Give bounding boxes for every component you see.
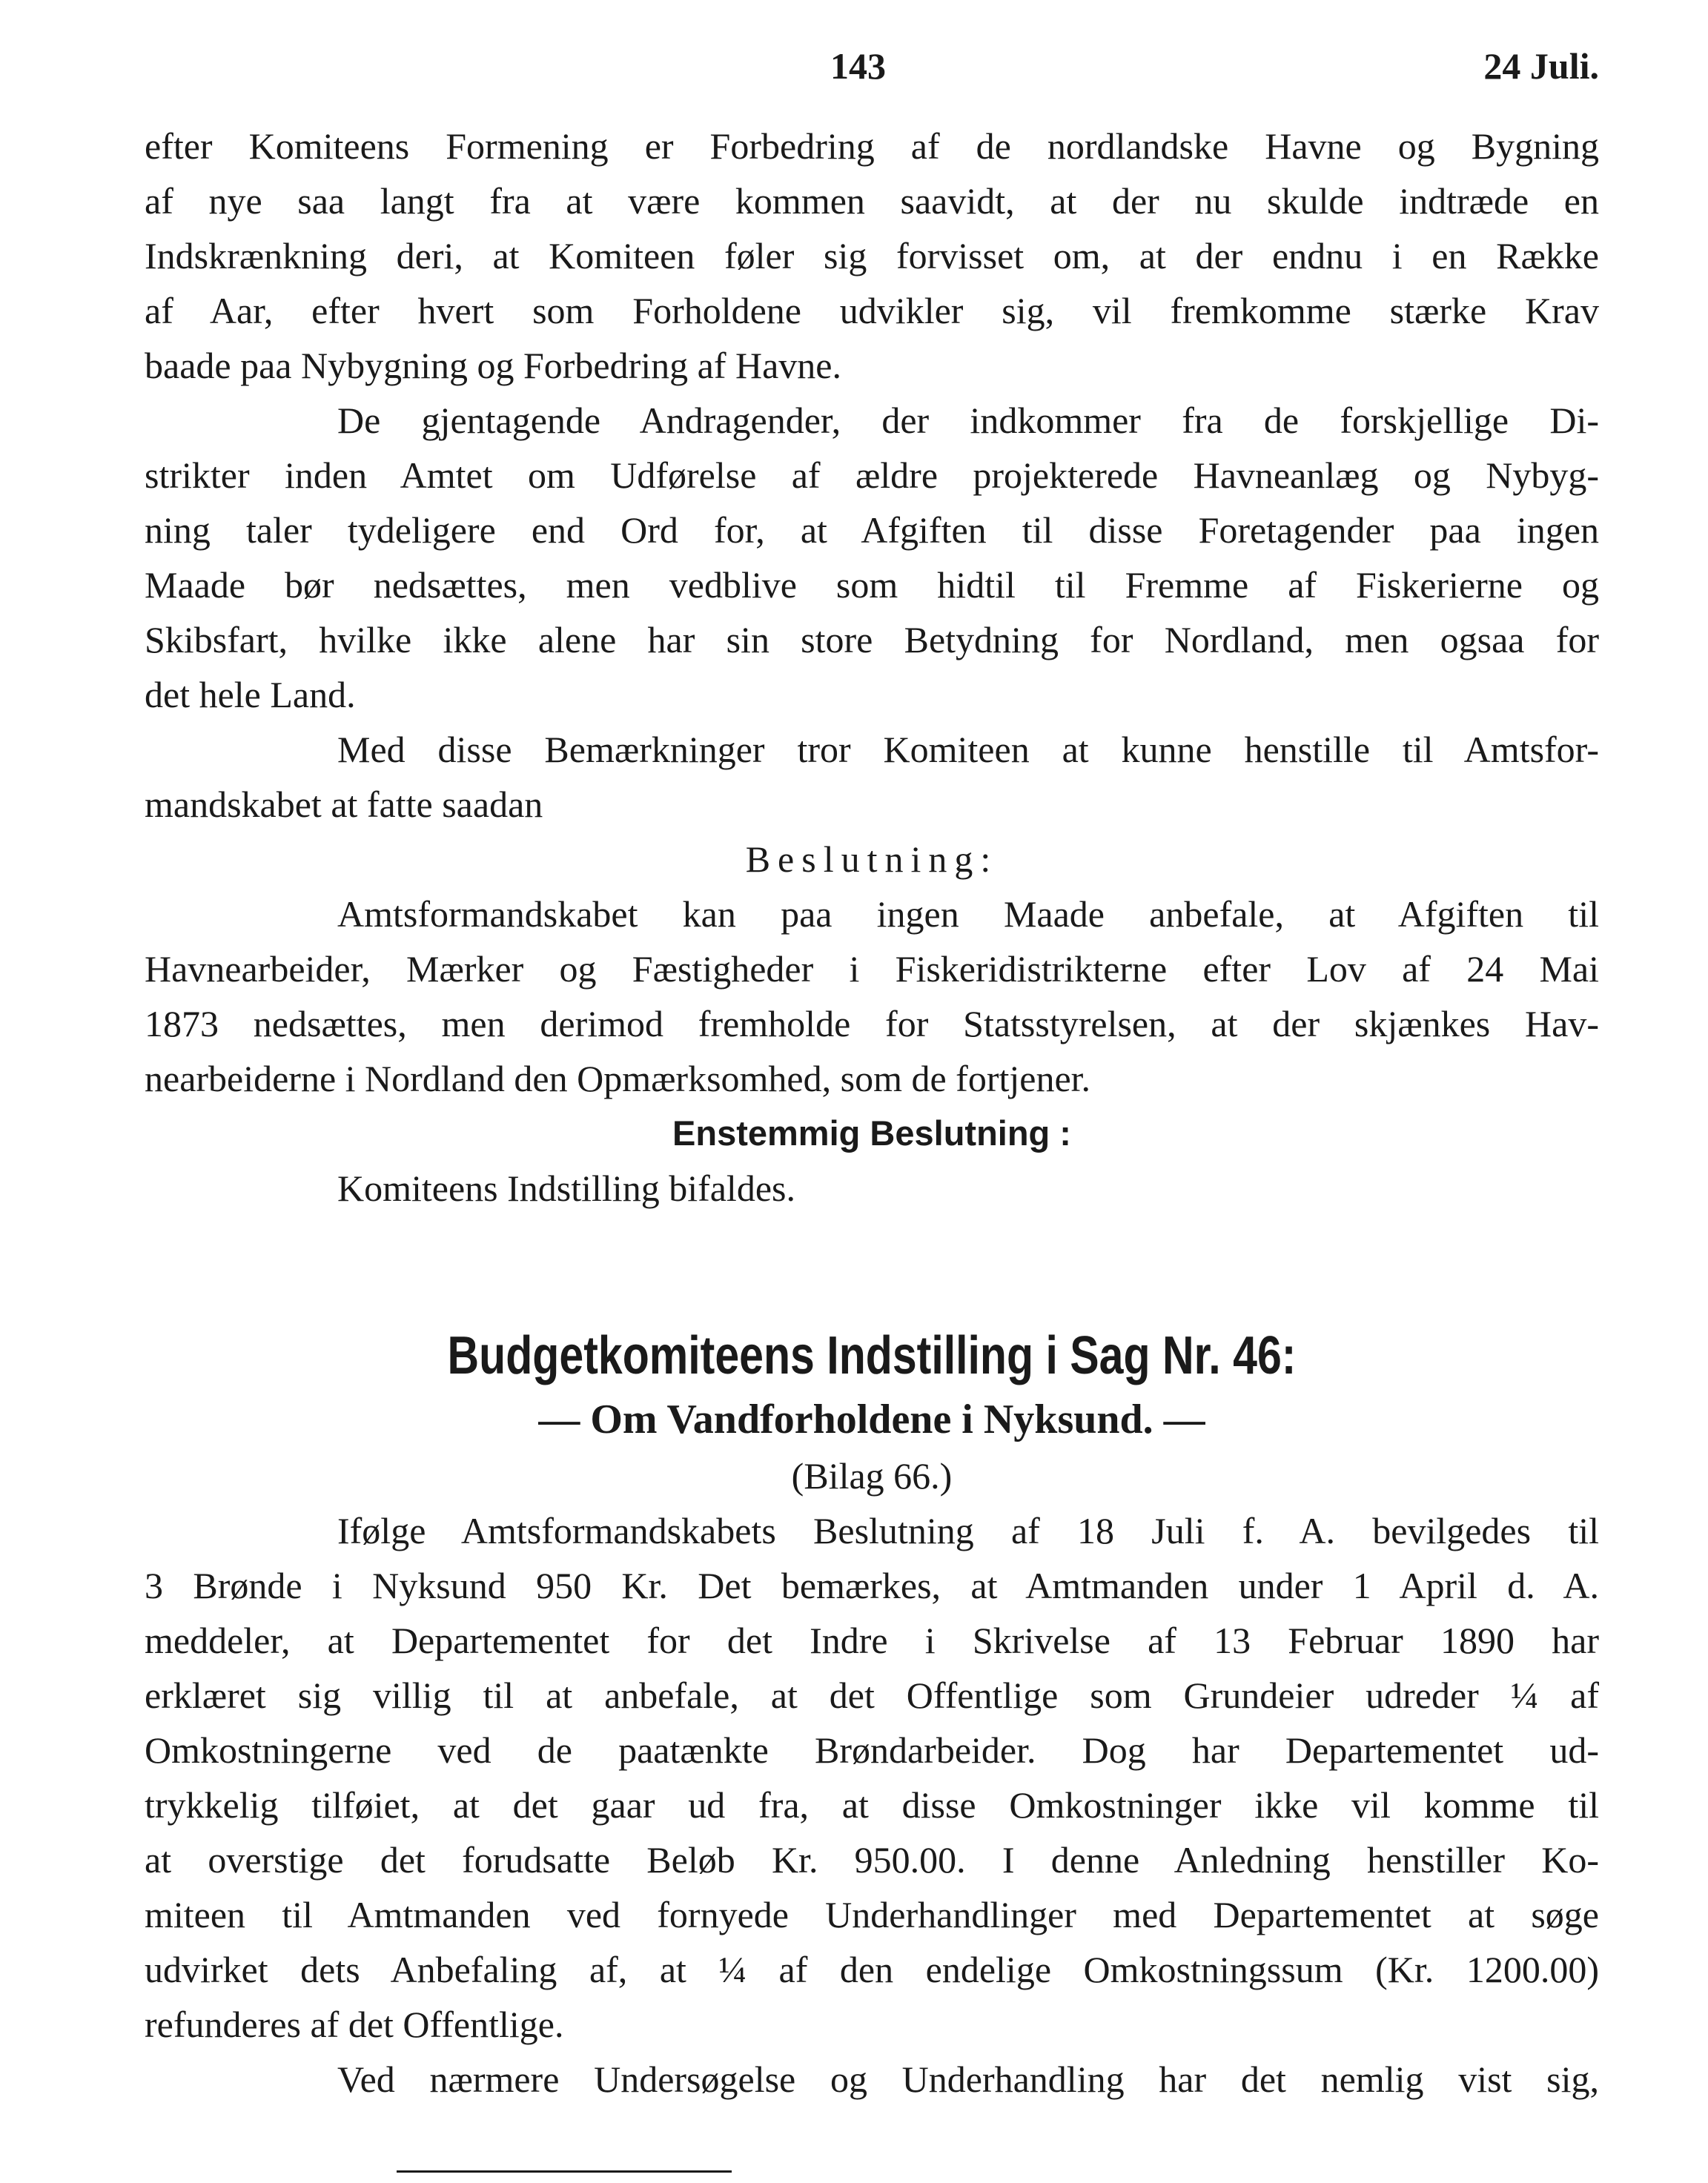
section-title: Budgetkomiteens Indstilling i Sag Nr. 46: xyxy=(447,1326,1297,1385)
text-line: det hele Land. xyxy=(145,674,356,715)
text-line: trykkelig tilføiet, at det gaar ud fra, at disse Omkostninger ikke vil komme til xyxy=(145,1784,1599,1826)
paragraph-remarks xyxy=(145,722,1599,832)
text-line: Skibsfart, hvilke ikke alene har sin store Betydning for Nordland, men ogsaa for xyxy=(145,619,1599,660)
text-line: Indskrænkning deri, at Komiteen føler sig forvisset om, at der endnu i en Række xyxy=(145,235,1599,276)
section-bilag: (Bilag 66.) xyxy=(791,1455,953,1497)
text-line: meddeler, at Departementet for det Indre i Skrivelse af 13 Februar 1890 har xyxy=(145,1620,1599,1661)
text-line: ning taler tydeligere end Ord for, at Afgiften til disse Foretagender paa ingen xyxy=(145,509,1599,551)
unanimous-resolution-text: Komiteens Indstilling bifaldes. xyxy=(337,1167,795,1209)
page-content xyxy=(145,119,1599,2107)
text-line: nearbeiderne i Nordland den Opmærksomhed, som de fortjener. xyxy=(145,1058,1091,1099)
page-header xyxy=(145,44,1599,96)
text-line: af nye saa langt fra at være kommen saavidt, at der nu skulde indtræde en xyxy=(145,180,1599,222)
text-line: Maade bør nedsættes, men vedblive som hidtil til Fremme af Fiskerierne og xyxy=(145,564,1599,606)
paragraph-committee-opinion xyxy=(145,119,1599,393)
text-line: Ifølge Amtsformandskabets Beslutning af 18 Juli f. A. bevilgedes til xyxy=(337,1510,1599,1551)
paragraph-closer-investigation xyxy=(145,2052,1599,2107)
section-gap xyxy=(145,1216,1599,1321)
text-line: mandskabet at fatte saadan xyxy=(145,784,543,825)
text-line: at overstige det forudsatte Beløb Kr. 950.00. I denne Anledning henstiller Ko- xyxy=(145,1839,1599,1881)
text-line: Omkostningerne ved de paatænkte Brøndarbeider. Dog har Departementet ud- xyxy=(145,1729,1599,1771)
text-line: af Aar, efter hvert som Forholdene udvikler sig, vil fremkomme stærke Krav xyxy=(145,290,1599,331)
document-page xyxy=(145,0,1599,2183)
section-subtitle: — Om Vandforholdene i Nyksund. — xyxy=(538,1397,1205,1442)
text-line: 1873 nedsættes, men derimod fremholde for Statsstyrelsen, at der skjænkes Hav- xyxy=(145,1003,1599,1044)
text-line: efter Komiteens Formening er Forbedring af de nordlandske Havne og Bygning xyxy=(145,125,1599,167)
paragraph-wells-nyksund xyxy=(145,1503,1599,2052)
text-line: Med disse Bemærkninger tror Komiteen at kunne henstille til Amtsfor- xyxy=(337,729,1599,770)
text-line: Amtsformandskabet kan paa ingen Maade anbefale, at Afgiften til xyxy=(337,893,1599,935)
text-line: refunderes af det Offentlige. xyxy=(145,2004,564,2045)
page-date: 24 Juli. xyxy=(1483,45,1599,87)
page-number: 143 xyxy=(830,45,886,87)
text-line: erklæret sig villig til at anbefale, at det Offentlige som Grundeier udreder ¼ af xyxy=(145,1674,1599,1716)
footer-rule xyxy=(397,2170,732,2173)
text-line: miteen til Amtmanden ved fornyede Underhandlinger med Departementet at søge xyxy=(145,1894,1599,1935)
text-line: 3 Brønde i Nyksund 950 Kr. Det bemærkes, at Amtmanden under 1 April d. A. xyxy=(145,1565,1599,1606)
paragraph-repeated-applications xyxy=(145,393,1599,722)
text-line: Ved nærmere Undersøgelse og Underhandling har det nemlig vist sig, xyxy=(337,2058,1599,2100)
text-line: strikter inden Amtet om Udførelse af ældre projekterede Havneanlæg og Nybyg- xyxy=(145,454,1599,496)
text-line: Havnearbeider, Mærker og Fæstigheder i Fiskeridistrikterne efter Lov af 24 Mai xyxy=(145,948,1599,990)
beslutning-heading: Beslutning: xyxy=(745,838,999,880)
text-line: baade paa Nybygning og Forbedring af Havne. xyxy=(145,345,841,386)
text-line: De gjentagende Andragender, der indkommer fra de forskjellige Di- xyxy=(337,400,1599,441)
paragraph-resolution xyxy=(145,887,1599,1106)
unanimous-resolution-heading: Enstemmig Beslutning : xyxy=(672,1113,1071,1153)
text-line: udvirket dets Anbefaling af, at ¼ af den endelige Omkostningssum (Kr. 1200.00) xyxy=(145,1949,1599,1990)
